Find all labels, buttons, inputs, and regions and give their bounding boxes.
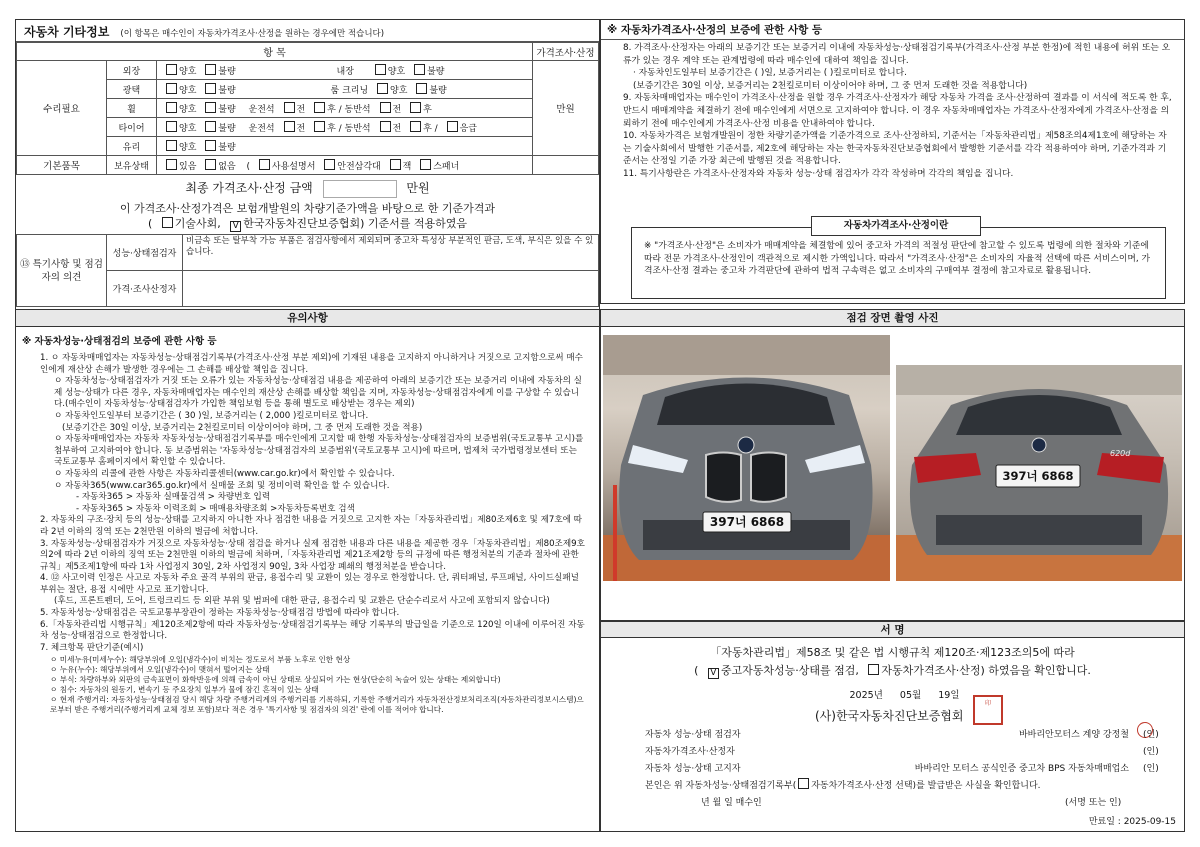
label-good: 양호 <box>387 66 406 77</box>
cautions-list <box>16 347 599 654</box>
checkbox-wheel-pass-rear[interactable] <box>410 102 421 113</box>
label-bad: 불량 <box>218 142 236 153</box>
row-glass <box>157 137 533 156</box>
warranty-item: · 자동차인도일부터 보증기간은 ( )일, 보증거리는 ( )킬로미터로 합니다. <box>633 68 907 79</box>
label-front: 전 <box>296 123 306 134</box>
checkbox-exterior-good[interactable] <box>166 64 177 75</box>
row-tire: 양호 불량 운전석 전 후 / 동반석 전 후 / 응급 <box>157 118 533 137</box>
label-interior: 내장 <box>336 66 354 77</box>
label-front: 전 <box>392 104 402 115</box>
caution-line: ㅇ 자동차성능·상태점검자가 거짓 또는 오류가 있는 자동차성능·상태점검 내용을 제공하여 아래의 보증기간 또는 보증거리 이내에 자동차의 실제 성능·상태가 다른 경우, 자동차매매업자는 매수인의 재산상 손해를 배상할 책임을 지며, 자동차성능·상태점검자에게 이를 구상할 수 있습니다.(매수인이 자동차성능·상태점검자가 가입한 책임보험 등을 통해 별도로 배상받는 경우는 제외) <box>54 376 582 410</box>
front-car-drawing <box>603 335 890 581</box>
caution-line: 7. 체크항목 판단기준(예시) <box>40 642 144 653</box>
label-spanner: 스패너 <box>433 161 460 172</box>
receipt-line <box>645 778 1165 795</box>
row-exterior <box>157 61 533 80</box>
org-seal-stamp: 印 <box>973 695 1003 725</box>
other-info-panel <box>15 19 600 327</box>
row-label-tire: 타이어 <box>107 118 157 137</box>
checkbox-kadia[interactable] <box>230 221 241 232</box>
signature-panel <box>600 621 1185 832</box>
signer-row <box>645 744 1165 761</box>
seal-mark: (인) <box>1143 764 1159 774</box>
checkbox-none[interactable] <box>205 159 216 170</box>
col-item-header: 항 목 <box>17 43 533 61</box>
receipt-text: 본인은 위 자동차성능·상태점검기록부( <box>645 781 797 791</box>
checkbox-triangle[interactable] <box>324 159 335 170</box>
label-front: 전 <box>392 123 402 134</box>
caution-line: 1. ㅇ 자동차매매업자는 자동차성능·상태점검기록부(가격조사·산정 부분 제외)에 기재된 내용을 고지하지 아니하거나 거짓으로 고지함으로써 매수인에게 재산상 손해가 발생한 경우에는 그 손해를 배상할 책임을 집니다. <box>40 353 583 375</box>
buyer-sign-mark: (서명 또는 인) <box>1065 798 1122 808</box>
basic-items-label: 기본품목 <box>17 156 107 175</box>
photos-header: 점검 장면 촬영 사진 <box>601 310 1184 327</box>
seal-mark: (인) <box>1143 730 1159 740</box>
label-price-confirm: 자동차가격조사·산정) 하였음을 확인합니다. <box>881 664 1091 677</box>
caution-line: ㅇ 자동차인도일부터 보증기간은 ( 30 )일, 보증거리는 ( 2,000 )킬로미터로 합니다. <box>54 410 369 421</box>
perf-inspector-note: 비금속 또는 탈부착 가능 부품은 점검사항에서 제외되며 중고차 특성상 부분적인 판금, 도색, 부식은 있을 수 있습니다. <box>183 235 599 271</box>
label-passenger: 동반석 <box>344 123 371 134</box>
label-driver: 운전석 <box>248 104 275 115</box>
checkbox-wheel-good[interactable] <box>166 102 177 113</box>
signature-org: (사)한국자동차진단보증협회 <box>815 709 964 723</box>
signer-label: 자동차가격조사·산정자 <box>645 747 735 757</box>
warranty-item: 9. 자동차매매업자는 매수인이 가격조사·산정을 원할 경우 가격조사·산정자가 해당 자동차 가격을 조사·산정하여 결과를 이 서식에 적도록 한 후, 반드시 매매계약을 체결하기 전에 매수인에게 서면으로 고지하여야 합니다. 이 경우 자동차매매업자는 가격조사·산정자에게 가격조사·산정을 의뢰하기 전에 매수인에게 가격조사·산정 비용을 안내하여야 합니다. <box>623 93 1172 129</box>
label-inspect-confirm: 중고자동차성능·상태를 점검, <box>720 664 859 677</box>
label-good: 양호 <box>179 142 197 153</box>
basic-price-cell <box>533 156 599 175</box>
sign-year: 2025 <box>849 690 874 701</box>
caution-line: 5. 자동차성능·상태점검은 국토교통부장관이 정하는 자동차성능·상태점검 방법에 따라야 합니다. <box>40 608 400 619</box>
checkbox-glass-bad[interactable] <box>205 140 216 151</box>
cautions-header: 유의사항 <box>16 310 599 327</box>
label-kadia: 한국자동차진단보증협회) 기준서를 적용하였음 <box>243 217 468 230</box>
criteria-line: ㅇ 침수: 자동차의 원동기, 변속기 등 주요장치 일부가 물에 잠긴 흔적이 있는 상태 <box>50 685 319 695</box>
price-warranty-title: ※ 자동차가격조사·산정의 보증에 관한 사항 등 <box>601 20 1184 40</box>
photos-panel <box>600 309 1185 621</box>
checkbox-room-bad[interactable] <box>416 83 427 94</box>
caution-line: ㅇ 자동차365(www.car365.go.kr)에서 실매물 조회 및 정비이력 확인을 할 수 있습니다. <box>54 480 390 491</box>
signer-row <box>645 727 1165 744</box>
signer-value <box>805 744 1143 761</box>
label-room-clean: 룸 크리닝 <box>330 85 369 96</box>
signature-confirm-line: ( V중고자동차성능·상태를 점검, 자동차가격조사·산정) 하였음을 확인합니다. <box>601 662 1184 679</box>
signature-law-line: 「자동차관리법」제58조 및 같은 법 시행규칙 제120조·제123조의5에 따라 <box>710 646 1075 659</box>
label-good: 양호 <box>179 123 197 134</box>
label-bad: 불량 <box>429 85 447 96</box>
label-rear: 후 <box>327 123 336 134</box>
row-label-holding: 보유상태 <box>107 156 157 175</box>
final-price-label: 최종 가격조사·산정 금액 <box>185 181 313 195</box>
sign-month: 05 <box>899 690 912 701</box>
label-jack: 잭 <box>402 161 412 172</box>
checkbox-tire-driver-front[interactable] <box>284 121 295 132</box>
expiry-date: 만료일 : 2025-09-15 <box>1088 817 1176 827</box>
cautions-panel <box>15 309 600 832</box>
checkbox-interior-good[interactable] <box>375 64 386 75</box>
price-warranty-list <box>601 40 1184 181</box>
signer-value: 바바리안 모터스 공식인증 중고차 BPS 자동차매매업소 <box>914 764 1129 774</box>
warranty-item: 10. 자동차가격은 보험개발원이 정한 차량기준가액을 기준가격으로 조사·산정하되, 기준서는「자동차관리법」제58조의4제1호에 해당하는 자는 기술사회에서 발행한 기준서를, 제2호에 해당하는 자는 한국자동차진단보증협회에서 발행한 기준서를 각각 적용하여야 하며, 기준가격과 기준서는 산정일 기준 가장 최근에 발행된 것을 적용합니다. <box>623 131 1167 167</box>
buyer-date-label: 년 월 일 매수인 <box>701 798 762 808</box>
checkbox-exterior-bad[interactable] <box>205 64 216 75</box>
label-good: 양호 <box>179 66 197 77</box>
label-have: 있음 <box>179 161 197 172</box>
signer-row <box>645 761 1165 778</box>
criteria-list <box>16 654 599 715</box>
checkbox-tire-emergency[interactable] <box>447 121 458 132</box>
label-none: 없음 <box>218 161 236 172</box>
final-price-unit: 만원 <box>406 181 430 195</box>
label-bad: 불량 <box>218 104 236 115</box>
checkbox-price-confirm[interactable] <box>868 664 879 675</box>
caution-line: 3. 자동차성능·상태점검자가 거짓으로 자동차성능·상태 점검을 하거나 실제 점검한 내용과 다른 내용을 제공한 경우「자동차관리법」제80조제9호의2에 따라 2년 이하의 징역 또는 2천만원 이하의 벌금에 처하며,「자동차관리법 제21조제2항 등의 규정에 따른 행정처분의 기준과 절차에 관한 규칙」제5조제1항에 따라 1차 사업정지 30일, 2차 사업정지 90일, 3차 사업장 폐쇄의 행정처분을 받습니다. <box>40 538 585 572</box>
label-good: 양호 <box>390 85 408 96</box>
label-triangle: 안전삼각대 <box>337 161 381 172</box>
basis-line: 이 가격조사·산정가격은 보험개발원의 차량기준가액을 바탕으로 한 기준가격과 <box>119 202 496 215</box>
day-unit: 일 <box>950 690 960 701</box>
other-info-title: 자동차 기타정보 <box>24 25 110 39</box>
price-inspector-note <box>183 271 599 307</box>
front-car-photo <box>603 335 890 581</box>
checkbox-gloss-good[interactable] <box>166 83 177 94</box>
label-rear: 후 <box>423 104 432 115</box>
caution-line: 4. ⑫ 사고이력 인정은 사고로 자동차 주요 골격 부위의 판금, 용접수리 및 교환이 있는 경우로 한정합니다. 단, 쿼터패널, 루프패널, 사이드실패널 부위는 절단, 용접 시에만 사고로 표기합니다. <box>40 573 579 595</box>
signer-label: 자동차 성능·상태 고지자 <box>645 764 741 774</box>
label-passenger: 동반석 <box>344 104 371 115</box>
checkbox-engineer-society[interactable] <box>162 217 173 228</box>
checkbox-tire-pass-rear[interactable] <box>410 121 421 132</box>
checkbox-wheel-driver-front[interactable] <box>284 102 295 113</box>
repair-needed-label: 수리필요 <box>17 61 107 156</box>
month-unit: 월 <box>912 690 922 701</box>
checkbox-tire-bad[interactable] <box>205 121 216 132</box>
caution-line: ㅇ 자동차의 리콜에 관한 사항은 자동차리콜센터(www.car.go.kr)에서 확인할 수 있습니다. <box>54 468 395 479</box>
label-emergency: 응급 <box>459 123 477 134</box>
row-label-wheel: 휠 <box>107 99 157 118</box>
label-bad: 불량 <box>427 66 445 77</box>
caution-line: 2. 자동차의 구조·장치 등의 성능·상태를 고지하지 아니한 자나 점검한 내용을 거짓으로 고지한 자는「자동차관리법」제80조제6호 및 제7호에 따라 2년 이하의 징역 또는 2천만원 이하의 벌금에 처합니다. <box>40 515 582 537</box>
perf-inspector-label: 성능·상태점검자 <box>107 235 183 271</box>
criteria-line: ㅇ 현재 주행거리: 자동차성능·상태점검 당시 해당 차량 주행거리계의 주행거리를 기록하되, 기록한 주행거리가 자동차전산정보처리조직(자동차관리정보시스템)으로부터 받은 주행거리(주행거리계 교체 정보 포함)보다 적은 경우 '특기사항 및 점검자의 의견' 란에 이를 적어야 합니다. <box>50 695 584 715</box>
label-bad: 불량 <box>218 85 236 96</box>
special-notes-table <box>16 234 599 307</box>
other-info-header <box>16 20 599 42</box>
row-label-glass: 유리 <box>107 137 157 156</box>
checkbox-have[interactable] <box>166 159 177 170</box>
warranty-item: 8. 가격조사·산정자는 아래의 보증기간 또는 보증거리 이내에 자동차성능·상태점검기록부(가격조사·산정 부분 한정)에 적힌 내용에 허위 또는 오류가 있는 경우 계약 또는 관계법령에 따라 매수인에 대하여 책임을 집니다. <box>623 43 1171 66</box>
checkbox-manual[interactable] <box>259 159 270 170</box>
final-price-input[interactable] <box>323 180 397 198</box>
checkbox-gloss-bad[interactable] <box>205 83 216 94</box>
checkbox-jack[interactable] <box>390 159 401 170</box>
caution-line: (후드, 프론트펜더, 도어, 트렁크리드 등 외판 부위 및 범퍼에 대한 판금, 용접수리 및 교환은 단순수리로서 사고에 포함되지 않습니다) <box>54 596 550 607</box>
other-info-subtitle: (이 항목은 매수인이 자동차가격조사·산정을 원하는 경우에만 적습니다) <box>120 29 385 39</box>
special-notes-label: ⑬ 특기사항 및 점검자의 의견 <box>17 235 107 307</box>
caution-line: - 자동차365 > 자동차 실매물검색 > 차량번호 입력 <box>76 492 271 503</box>
price-definition-title: 자동차가격조사·산정이란 <box>811 216 981 236</box>
criteria-line: ㅇ 부식: 차량하부와 외판의 금속표면이 화학반응에 의해 금속이 아닌 상태로 상실되어 가는 현상(단순히 녹슬어 있는 상태는 제외합니다) <box>50 675 501 685</box>
label-good: 양호 <box>179 104 197 115</box>
checkbox-wheel-driver-rear[interactable] <box>314 102 325 113</box>
checkbox-receipt-price[interactable] <box>798 778 809 789</box>
checkbox-glass-good[interactable] <box>166 140 177 151</box>
checkbox-wheel-bad[interactable] <box>205 102 216 113</box>
rear-car-photo <box>896 365 1182 581</box>
price-inspector-label: 가격·조사산정자 <box>107 271 183 307</box>
receipt-text-2: 자동차가격조사·산정 선택)를 발급받은 사실을 확인합니다. <box>811 781 1041 791</box>
label-good: 양호 <box>179 85 197 96</box>
label-driver: 운전석 <box>248 123 275 134</box>
repair-table <box>16 42 599 175</box>
checkbox-wheel-pass-front[interactable] <box>380 102 391 113</box>
signature-date <box>601 687 1184 701</box>
label-bad: 불량 <box>218 123 236 134</box>
price-definition-box: ※ "가격조사·산정"은 소비자가 매매계약을 체결함에 있어 중고차 가격의 적절성 판단에 참고할 수 있도록 법령에 의한 절차와 기준에 따라 전문 가격조사·산정인이 객관적으로 제시한 가액입니다. 따라서 "가격조사·산정"은 소비자의 자율적 선택에 따른 서비스이며, 가격조사·산정 결과는 중고차 가격판단에 관하여 법적 구속력은 없고 소비자의 구매여부 결정에 참고자료로 활용됩니다. <box>631 227 1166 299</box>
cautions-title: ※ 자동차성능·상태점검의 보증에 관한 사항 등 <box>22 336 217 347</box>
caution-line: (보증기간은 30일 이상, 보증거리는 2천킬로미터 이상이어야 하며, 그 중 먼저 도래한 것을 적용) <box>62 422 423 433</box>
checkbox-tire-driver-rear[interactable] <box>314 121 325 132</box>
row-holding: 있음 없음 ( 사용설명서 안전삼각대 잭 스패너 <box>157 156 533 175</box>
rear-license-plate: 397너 6868 <box>1002 469 1074 483</box>
checkbox-interior-bad[interactable] <box>414 64 425 75</box>
checkbox-room-good[interactable] <box>377 83 388 94</box>
rear-model-badge: 620d <box>1110 449 1131 458</box>
row-gloss <box>157 80 533 99</box>
label-front: 전 <box>296 104 306 115</box>
label-engineer-society: 기술사회, <box>174 217 221 230</box>
caution-line: ㅇ 자동차매매업자는 자동차 자동차성능·상태점검기록부를 매수인에게 고지할 때 한행 자동차성능·상태점검자의 보증범위(국토교통부 고시)를 첨부하여 고지하여야 합니다. 동 보증범위는 '자동차성능·상태점검자의 보증범위'(국토교통부 고시)에 따르며, 법제처 국가법령정보센터 또는 국토교통부 홈페이지에서 확인할 수 있습니다. <box>54 434 584 468</box>
row-wheel: 양호 불량 운전석 전 후 / 동반석 전 후 <box>157 99 533 118</box>
price-warranty-panel <box>600 19 1185 304</box>
warranty-item: (보증기간은 30일 이상, 보증거리는 2천킬로미터 이상이어야 하며, 그 중 먼저 도래한 것을 적용합니다) <box>633 80 1028 91</box>
seal-mark: (인) <box>1143 747 1159 757</box>
label-bad: 불량 <box>218 66 236 77</box>
checkbox-spanner[interactable] <box>420 159 431 170</box>
checkbox-inspect-confirm[interactable] <box>708 668 719 679</box>
basis-options: ( 기술사회, V 한국자동차진단보증협회) 기준서를 적용하였음 <box>16 216 599 232</box>
checkbox-tire-good[interactable] <box>166 121 177 132</box>
signer-value: 바바리안모터스 계양 강정철 <box>1018 730 1129 740</box>
label-rear: 후 <box>327 104 336 115</box>
price-unit: 만원 <box>533 61 599 156</box>
signature-header: 서 명 <box>601 621 1184 638</box>
warranty-item: 11. 특기사항란은 가격조사·산정자와 자동차 성능·상태 점검자가 각각 작성하며 각각의 책임을 집니다. <box>623 168 1014 179</box>
buyer-row <box>645 795 1165 812</box>
col-price-header: 가격조사·산정 <box>533 43 599 61</box>
criteria-line: ㅇ 미세누유(미세누수): 해당부위에 오일(냉각수)이 비치는 정도로서 부품 노후로 인한 현상 <box>50 655 351 665</box>
label-rear: 후 <box>423 123 432 134</box>
caution-line: - 자동차365 > 자동차 이력조회 > 매매용차량조회 >자동차등록번호 검색 <box>76 503 355 514</box>
sign-day: 19 <box>938 690 951 701</box>
year-unit: 년 <box>873 690 883 701</box>
label-manual: 사용설명서 <box>271 161 316 172</box>
row-label-gloss: 광택 <box>107 80 157 99</box>
signer-rows <box>645 727 1165 812</box>
row-label-exterior: 외장 <box>107 61 157 80</box>
final-price-row <box>16 175 599 201</box>
signer-label: 자동차 성능·상태 점검자 <box>645 730 741 740</box>
criteria-line: ㅇ 누유(누수): 해당부위에서 오일(냉각수)이 맺혀서 떨어지는 상태 <box>50 665 270 675</box>
caution-line: 6.「자동차관리법 시행규칙」제120조제2항에 따라 자동차성능·상태점검기록부는 해당 기록부의 발급일을 기준으로 120일 이내에 이루어진 자동차 성능·상태점검으로 한정합니다. <box>40 619 585 642</box>
front-license-plate: 397너 6868 <box>709 515 785 529</box>
checkbox-tire-pass-front[interactable] <box>380 121 391 132</box>
